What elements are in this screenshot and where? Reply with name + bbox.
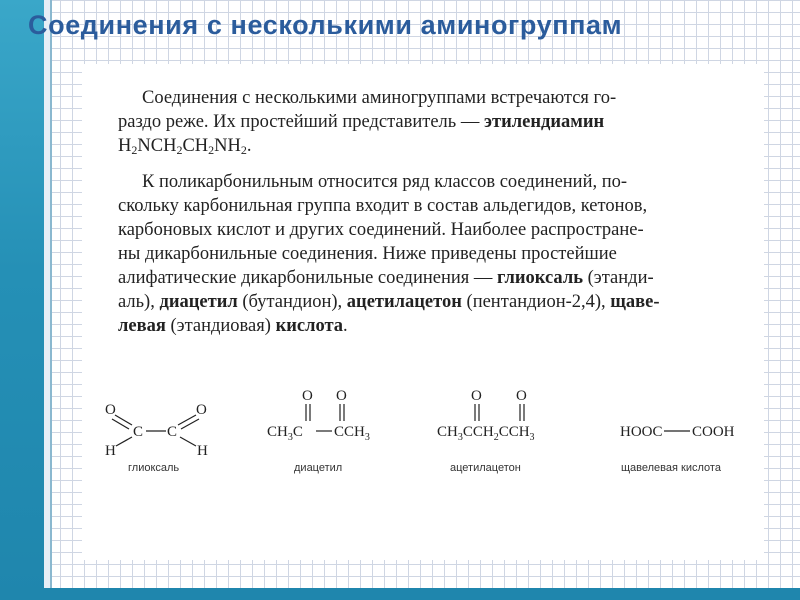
svg-text:O: O [196,402,207,418]
svg-text:CH3C: $CH_3C$ [267,424,303,443]
paragraph-1-line-1: Соединения с несколькими аминогруппами встречаются го- [142,88,617,108]
text-span: алифатические дикарбонильные соединения — [118,268,498,288]
svg-text:H: H [105,443,116,459]
term-glyoxal: глиоксаль [497,268,584,288]
svg-text:CCH3: $CCH_3$ [334,424,370,443]
svg-text:O: O [105,402,116,418]
caption-oxalic-acid: щавелевая кислота [621,462,721,474]
structure-glyoxal [105,402,208,474]
text-span: (этандиовая) [165,316,276,336]
svg-text:O: O [336,388,347,404]
svg-text:C: C [133,424,144,440]
caption-acetylacetone: ацетилацетон [450,462,521,474]
term-diacetyl: диацетил [159,292,238,312]
term-oxalic-start: щаве- [610,292,660,312]
term-oxalic-end: левая [118,316,166,336]
text-span: (этанди- [583,268,654,288]
caption-diacetyl: диацетил [294,462,343,474]
structure-acetylacetone [437,388,535,474]
paragraph-2-line-3: карбоновых кислот и других соединений. Наиболее распростране- [118,220,644,240]
formula-ethylenediamine: $H_2NCH_2CH_2NH_2$. [118,136,252,157]
term-ethylenediamine: этилендиамин [483,112,605,132]
paragraph-2-line-2: скольку карбонильная группа входит в состав альдегидов, кетонов, [118,196,648,216]
svg-text:H: H [197,443,208,459]
caption-glyoxal: глиоксаль [128,462,180,474]
structure-oxalic-acid [620,424,735,474]
text-span: раздо реже. Их простейший представитель — [118,112,484,132]
text-span: . [343,316,348,336]
term-acid: кислота [275,316,344,336]
paragraph-2-line-4: ны дикарбонильные соединения. Ниже приведены простейшие [118,244,617,264]
text-span: аль), [118,292,160,312]
slide-title: Соединения с несколькими аминогруппам [28,10,623,40]
svg-text:CH3CCH2CCH3: $CH_3CCH_2CCH_3$ [437,424,535,443]
svg-text:COOH: COOH [692,424,735,440]
svg-text:O: O [302,388,313,404]
text-span: (пентандион-2,4), [461,292,611,312]
paragraph-2-line-1: К поликарбонильным относится ряд классов соединений, по- [142,172,628,192]
term-acetylacetone: ацетилацетон [346,292,462,312]
svg-text:HOOC: HOOC [620,424,663,440]
svg-text:O: O [471,388,482,404]
text-span: (бутандион), [237,292,347,312]
svg-text:C: C [167,424,178,440]
svg-text:O: O [516,388,527,404]
structure-diacetyl [267,388,370,474]
